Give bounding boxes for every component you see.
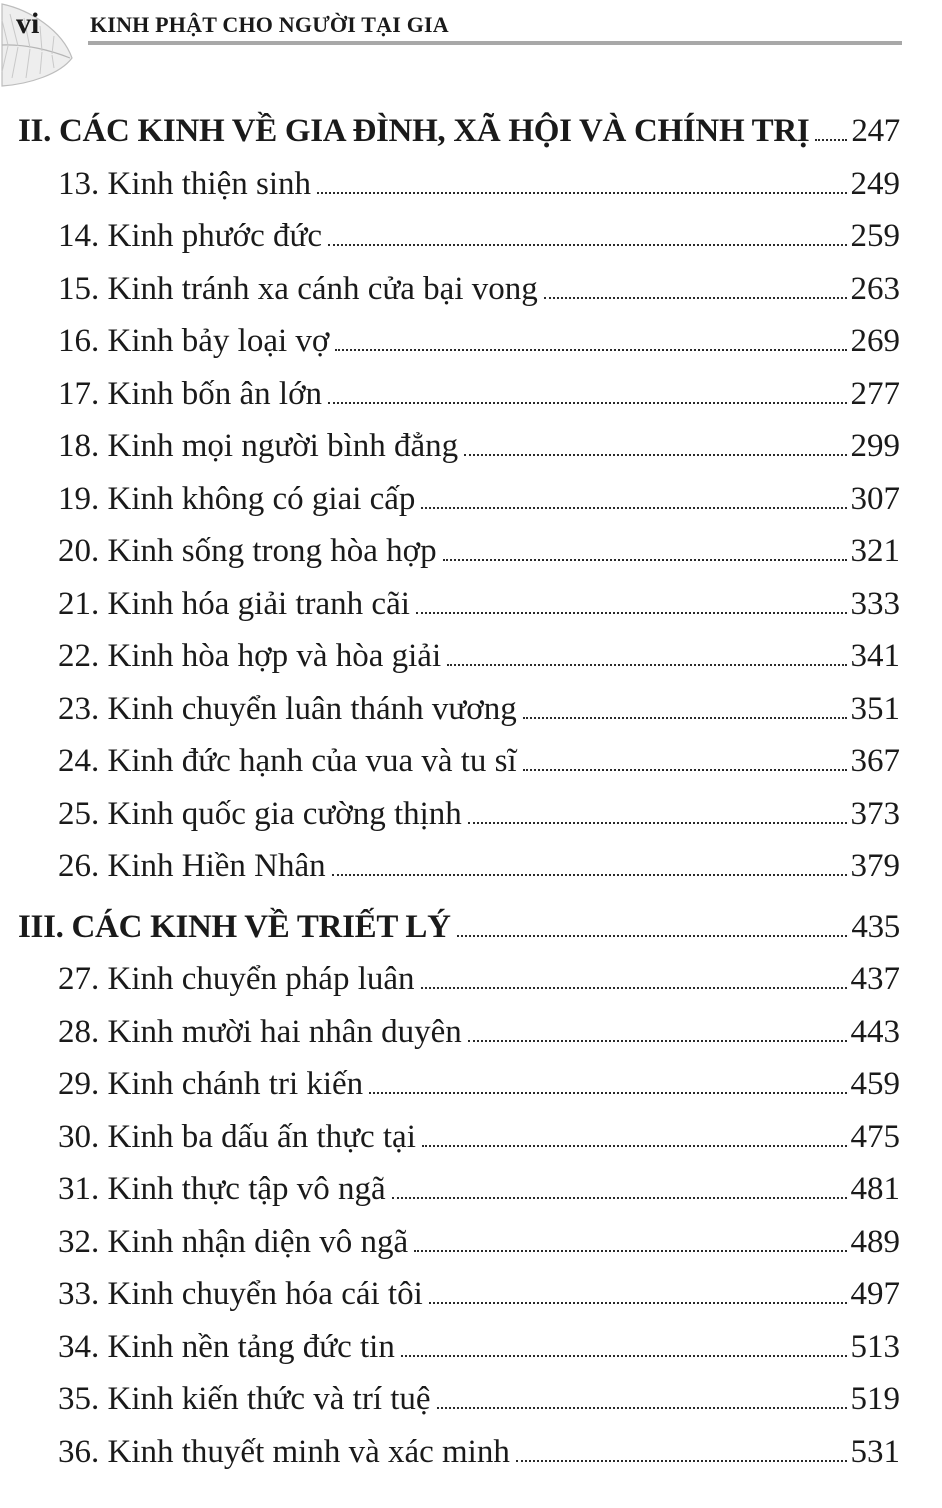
book-title: KINH PHẬT CHO NGƯỜI TẠI GIA bbox=[90, 12, 449, 37]
toc-entry-title: 21. Kinh hóa giải tranh cãi bbox=[58, 585, 410, 622]
toc-entry-page: 249 bbox=[850, 165, 900, 202]
toc-entry-page: 497 bbox=[850, 1276, 900, 1312]
toc-entry bbox=[0, 1216, 942, 1269]
dot-leader bbox=[421, 987, 847, 989]
table-of-contents bbox=[0, 105, 942, 1478]
dot-leader bbox=[328, 402, 846, 404]
dot-leader bbox=[317, 192, 847, 194]
toc-entry bbox=[0, 158, 942, 211]
toc-entry-page: 531 bbox=[850, 1433, 900, 1470]
toc-section-heading bbox=[0, 901, 942, 954]
toc-entry-page: 367 bbox=[850, 743, 900, 779]
dot-leader bbox=[447, 664, 846, 666]
toc-section-title: III. CÁC KINH VỀ TRIẾT LÝ bbox=[18, 908, 451, 945]
page-number: vi bbox=[16, 7, 40, 40]
dot-leader bbox=[392, 1197, 847, 1199]
toc-section-page: 435 bbox=[851, 908, 900, 945]
dot-leader bbox=[815, 139, 847, 141]
dot-leader bbox=[429, 1302, 847, 1304]
toc-entry-page: 321 bbox=[850, 533, 900, 569]
toc-entry-title: 30. Kinh ba dấu ấn thực tại bbox=[58, 1118, 416, 1155]
toc-entry-title: 17. Kinh bốn ân lớn bbox=[58, 375, 323, 412]
toc-entry bbox=[0, 315, 942, 368]
toc-entry bbox=[0, 525, 942, 578]
leaf-icon bbox=[0, 0, 80, 90]
dot-leader bbox=[544, 297, 847, 299]
toc-entry-title: 19. Kinh không có giai cấp bbox=[58, 480, 416, 517]
toc-entry-title: 34. Kinh nền tảng đức tin bbox=[58, 1328, 395, 1365]
toc-entry-title: 36. Kinh thuyết minh và xác minh bbox=[58, 1433, 510, 1470]
toc-entry bbox=[0, 1268, 942, 1321]
dot-leader bbox=[468, 1040, 847, 1042]
toc-entry-title: 20. Kinh sống trong hòa hợp bbox=[58, 533, 437, 569]
toc-entry-page: 489 bbox=[850, 1223, 900, 1260]
toc-entry bbox=[0, 368, 942, 421]
toc-entry-title: 33. Kinh chuyển hóa cái tôi bbox=[58, 1276, 423, 1312]
dot-leader bbox=[516, 1460, 847, 1462]
toc-entry-title: 26. Kinh Hiền Nhân bbox=[58, 848, 326, 884]
toc-entry-title: 25. Kinh quốc gia cường thịnh bbox=[58, 795, 462, 832]
toc-entry-page: 475 bbox=[850, 1118, 900, 1155]
toc-entry-page: 513 bbox=[850, 1328, 900, 1365]
toc-entry bbox=[0, 788, 942, 841]
toc-entry-page: 263 bbox=[850, 270, 900, 307]
dot-leader bbox=[464, 454, 846, 456]
dot-leader bbox=[335, 349, 846, 351]
toc-entry-title: 15. Kinh tránh xa cánh cửa bại vong bbox=[58, 270, 538, 307]
toc-section-page: 247 bbox=[851, 113, 900, 149]
dot-leader bbox=[401, 1355, 847, 1357]
toc-entry bbox=[0, 683, 942, 736]
toc-entry-title: 13. Kinh thiện sinh bbox=[58, 165, 311, 202]
toc-entry-page: 351 bbox=[850, 690, 900, 727]
dot-leader bbox=[416, 612, 847, 614]
toc-entry bbox=[0, 1321, 942, 1374]
toc-entry-page: 519 bbox=[850, 1381, 900, 1417]
toc-entry-page: 333 bbox=[850, 585, 900, 622]
toc-entry-page: 437 bbox=[850, 961, 900, 997]
dot-leader bbox=[443, 559, 847, 561]
toc-entry-title: 32. Kinh nhận diện vô ngã bbox=[58, 1223, 409, 1260]
toc-entry-title: 14. Kinh phước đức bbox=[58, 218, 323, 254]
toc-entry-page: 443 bbox=[850, 1013, 900, 1050]
toc-entry-page: 379 bbox=[850, 848, 900, 884]
header-rule bbox=[88, 41, 902, 45]
toc-entry-title: 24. Kinh đức hạnh của vua và tu sĩ bbox=[58, 743, 517, 779]
dot-leader bbox=[422, 1145, 847, 1147]
dot-leader bbox=[421, 507, 846, 509]
toc-entry-page: 307 bbox=[850, 480, 900, 517]
toc-entry bbox=[0, 1006, 942, 1059]
toc-entry-page: 269 bbox=[850, 323, 900, 359]
toc-entry bbox=[0, 630, 942, 683]
toc-entry bbox=[0, 578, 942, 631]
toc-entry-title: 28. Kinh mười hai nhân duyên bbox=[58, 1013, 462, 1050]
dot-leader bbox=[468, 822, 847, 824]
toc-entry-title: 22. Kinh hòa hợp và hòa giải bbox=[58, 638, 442, 674]
toc-entry bbox=[0, 953, 942, 1006]
toc-entry-page: 277 bbox=[850, 375, 900, 412]
toc-entry-page: 259 bbox=[850, 218, 900, 254]
toc-entry-title: 35. Kinh kiến thức và trí tuệ bbox=[58, 1381, 431, 1417]
dot-leader bbox=[369, 1092, 846, 1094]
toc-entry bbox=[0, 840, 942, 893]
toc-entry-title: 16. Kinh bảy loại vợ bbox=[58, 323, 330, 359]
dot-leader bbox=[457, 935, 848, 937]
toc-entry-title: 18. Kinh mọi người bình đẳng bbox=[58, 428, 459, 464]
toc-entry bbox=[0, 1111, 942, 1164]
toc-entry-title: 31. Kinh thực tập vô ngã bbox=[58, 1171, 386, 1207]
toc-entry bbox=[0, 1058, 942, 1111]
toc-entry-page: 299 bbox=[850, 428, 900, 464]
toc-entry-page: 459 bbox=[850, 1066, 900, 1102]
toc-entry bbox=[0, 1163, 942, 1216]
dot-leader bbox=[328, 244, 846, 246]
dot-leader bbox=[332, 874, 847, 876]
dot-leader bbox=[523, 769, 847, 771]
toc-entry-page: 481 bbox=[850, 1171, 900, 1207]
dot-leader bbox=[523, 717, 847, 719]
toc-entry bbox=[0, 263, 942, 316]
toc-entry-title: 29. Kinh chánh tri kiến bbox=[58, 1066, 364, 1102]
dot-leader bbox=[414, 1250, 846, 1252]
running-header bbox=[0, 0, 942, 60]
toc-entry-page: 373 bbox=[850, 795, 900, 832]
toc-entry bbox=[0, 420, 942, 473]
toc-entry bbox=[0, 735, 942, 788]
toc-entry bbox=[0, 473, 942, 526]
toc-entry bbox=[0, 210, 942, 263]
dot-leader bbox=[437, 1407, 847, 1409]
toc-entry-title: 27. Kinh chuyển pháp luân bbox=[58, 961, 415, 997]
toc-section-heading bbox=[0, 105, 942, 158]
toc-entry bbox=[0, 1373, 942, 1426]
toc-entry bbox=[0, 1426, 942, 1479]
toc-section-title: II. CÁC KINH VỀ GIA ĐÌNH, XÃ HỘI VÀ CHÍNH TRỊ bbox=[18, 113, 810, 149]
toc-entry-page: 341 bbox=[850, 638, 900, 674]
toc-entry-title: 23. Kinh chuyển luân thánh vương bbox=[58, 690, 517, 727]
